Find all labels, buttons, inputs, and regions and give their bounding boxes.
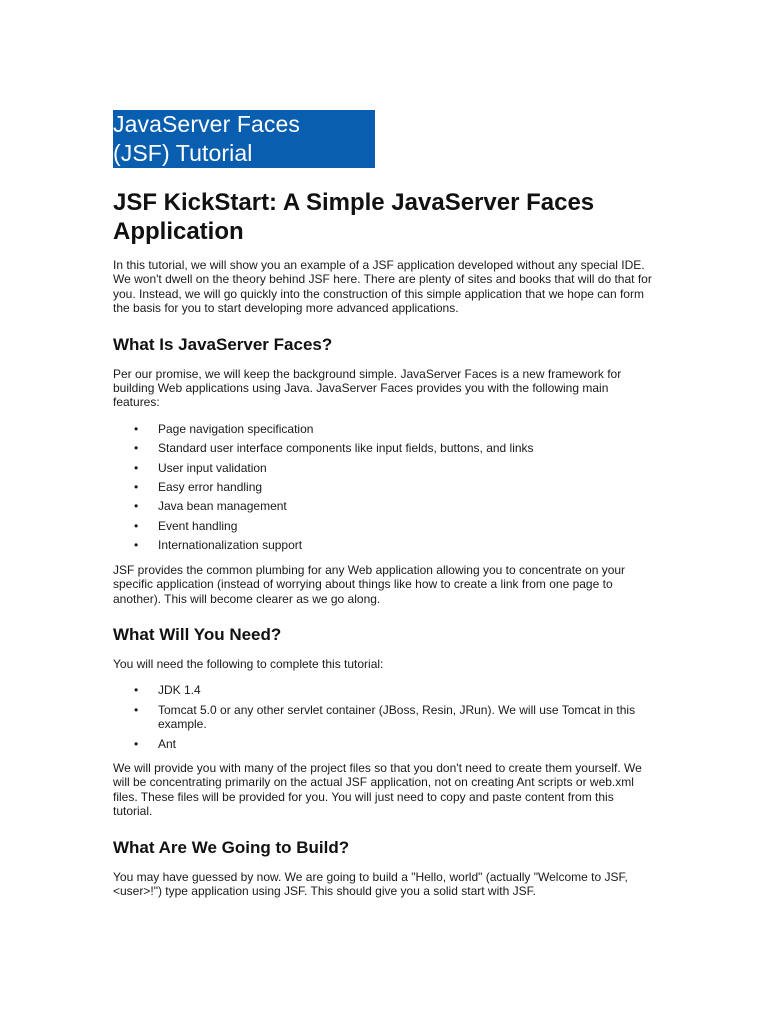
list-item-text: Event handling xyxy=(158,518,238,533)
bullet-icon: • xyxy=(134,702,139,717)
bullet-icon: • xyxy=(134,460,139,475)
list-item-text: Java bean management xyxy=(158,499,287,514)
bullet-icon: • xyxy=(134,499,139,514)
list-item-text: Tomcat 5.0 or any other servlet container (JBoss, Resin, JRun). We will use Tomcat in this example. xyxy=(158,702,636,732)
requirements-list xyxy=(113,683,656,751)
bullet-icon: • xyxy=(134,480,139,495)
list-item xyxy=(113,461,656,475)
section-heading-what-are-we-building: What Are We Going to Build? xyxy=(113,837,350,857)
tutorial-banner: JavaServer Faces (JSF) Tutorial xyxy=(113,110,375,168)
list-item xyxy=(113,519,656,533)
bullet-icon: • xyxy=(134,736,139,751)
list-item xyxy=(113,737,656,751)
bullet-icon: • xyxy=(134,441,139,456)
list-item xyxy=(113,703,656,732)
list-item xyxy=(113,422,656,436)
list-item-text: Page navigation specification xyxy=(158,421,314,436)
bullet-icon: • xyxy=(134,421,139,436)
section2-paragraph-1: You will need the following to complete this tutorial: xyxy=(113,656,384,671)
list-item xyxy=(113,441,656,455)
section1-paragraph-1: Per our promise, we will keep the background simple. JavaServer Faces is a new framework for building Web applications using Java. JavaServer Faces provides you with the following main features: xyxy=(113,366,622,410)
bullet-icon: • xyxy=(134,683,139,698)
section1-paragraph-2: JSF provides the common plumbing for any Web application allowing you to concentrate on your specific application (instead of worrying about things like how to create a link from one page to another). This will become clearer as we go along. xyxy=(113,562,626,606)
section3-paragraph-1: You may have guessed by now. We are going to build a "Hello, world" (actually "Welcome to JSF, <user>!") type application using JSF. This should give you a solid start with JSF. xyxy=(113,869,628,898)
section-heading-what-is-jsf: What Is JavaServer Faces? xyxy=(113,334,333,354)
list-item xyxy=(113,480,656,494)
features-list xyxy=(113,422,656,553)
list-item-text: User input validation xyxy=(158,460,267,475)
section2-paragraph-2: We will provide you with many of the project files so that you don't need to create them yourself. We will be concentrating primarily on the actual JSF application, not on creating Ant scripts or web.xml files. These files will be provided for you. You will just need to copy and paste content from this tutorial. xyxy=(113,760,642,819)
list-item-text: Ant xyxy=(158,736,177,751)
intro-paragraph: In this tutorial, we will show you an example of a JSF application developed without any special IDE. We won't dwell on the theory behind JSF here. There are plenty of sites and books that will do that for you. Instead, we will go quickly into the construction of this simple application that we hope can form the basis for you to start developing more advanced applications. xyxy=(113,258,652,316)
list-item-text: JDK 1.4 xyxy=(158,683,201,698)
list-item xyxy=(113,499,656,513)
list-item-text: Internationalization support xyxy=(158,538,303,553)
list-item-text: Standard user interface components like input fields, buttons, and links xyxy=(158,441,534,456)
list-item-text: Easy error handling xyxy=(158,480,263,495)
section-heading-what-will-you-need: What Will You Need? xyxy=(113,624,282,644)
page-title: JSF KickStart: A Simple JavaServer Faces Application xyxy=(113,189,595,245)
bullet-icon: • xyxy=(134,518,139,533)
bullet-icon: • xyxy=(134,538,139,553)
list-item xyxy=(113,683,656,697)
list-item xyxy=(113,538,656,552)
